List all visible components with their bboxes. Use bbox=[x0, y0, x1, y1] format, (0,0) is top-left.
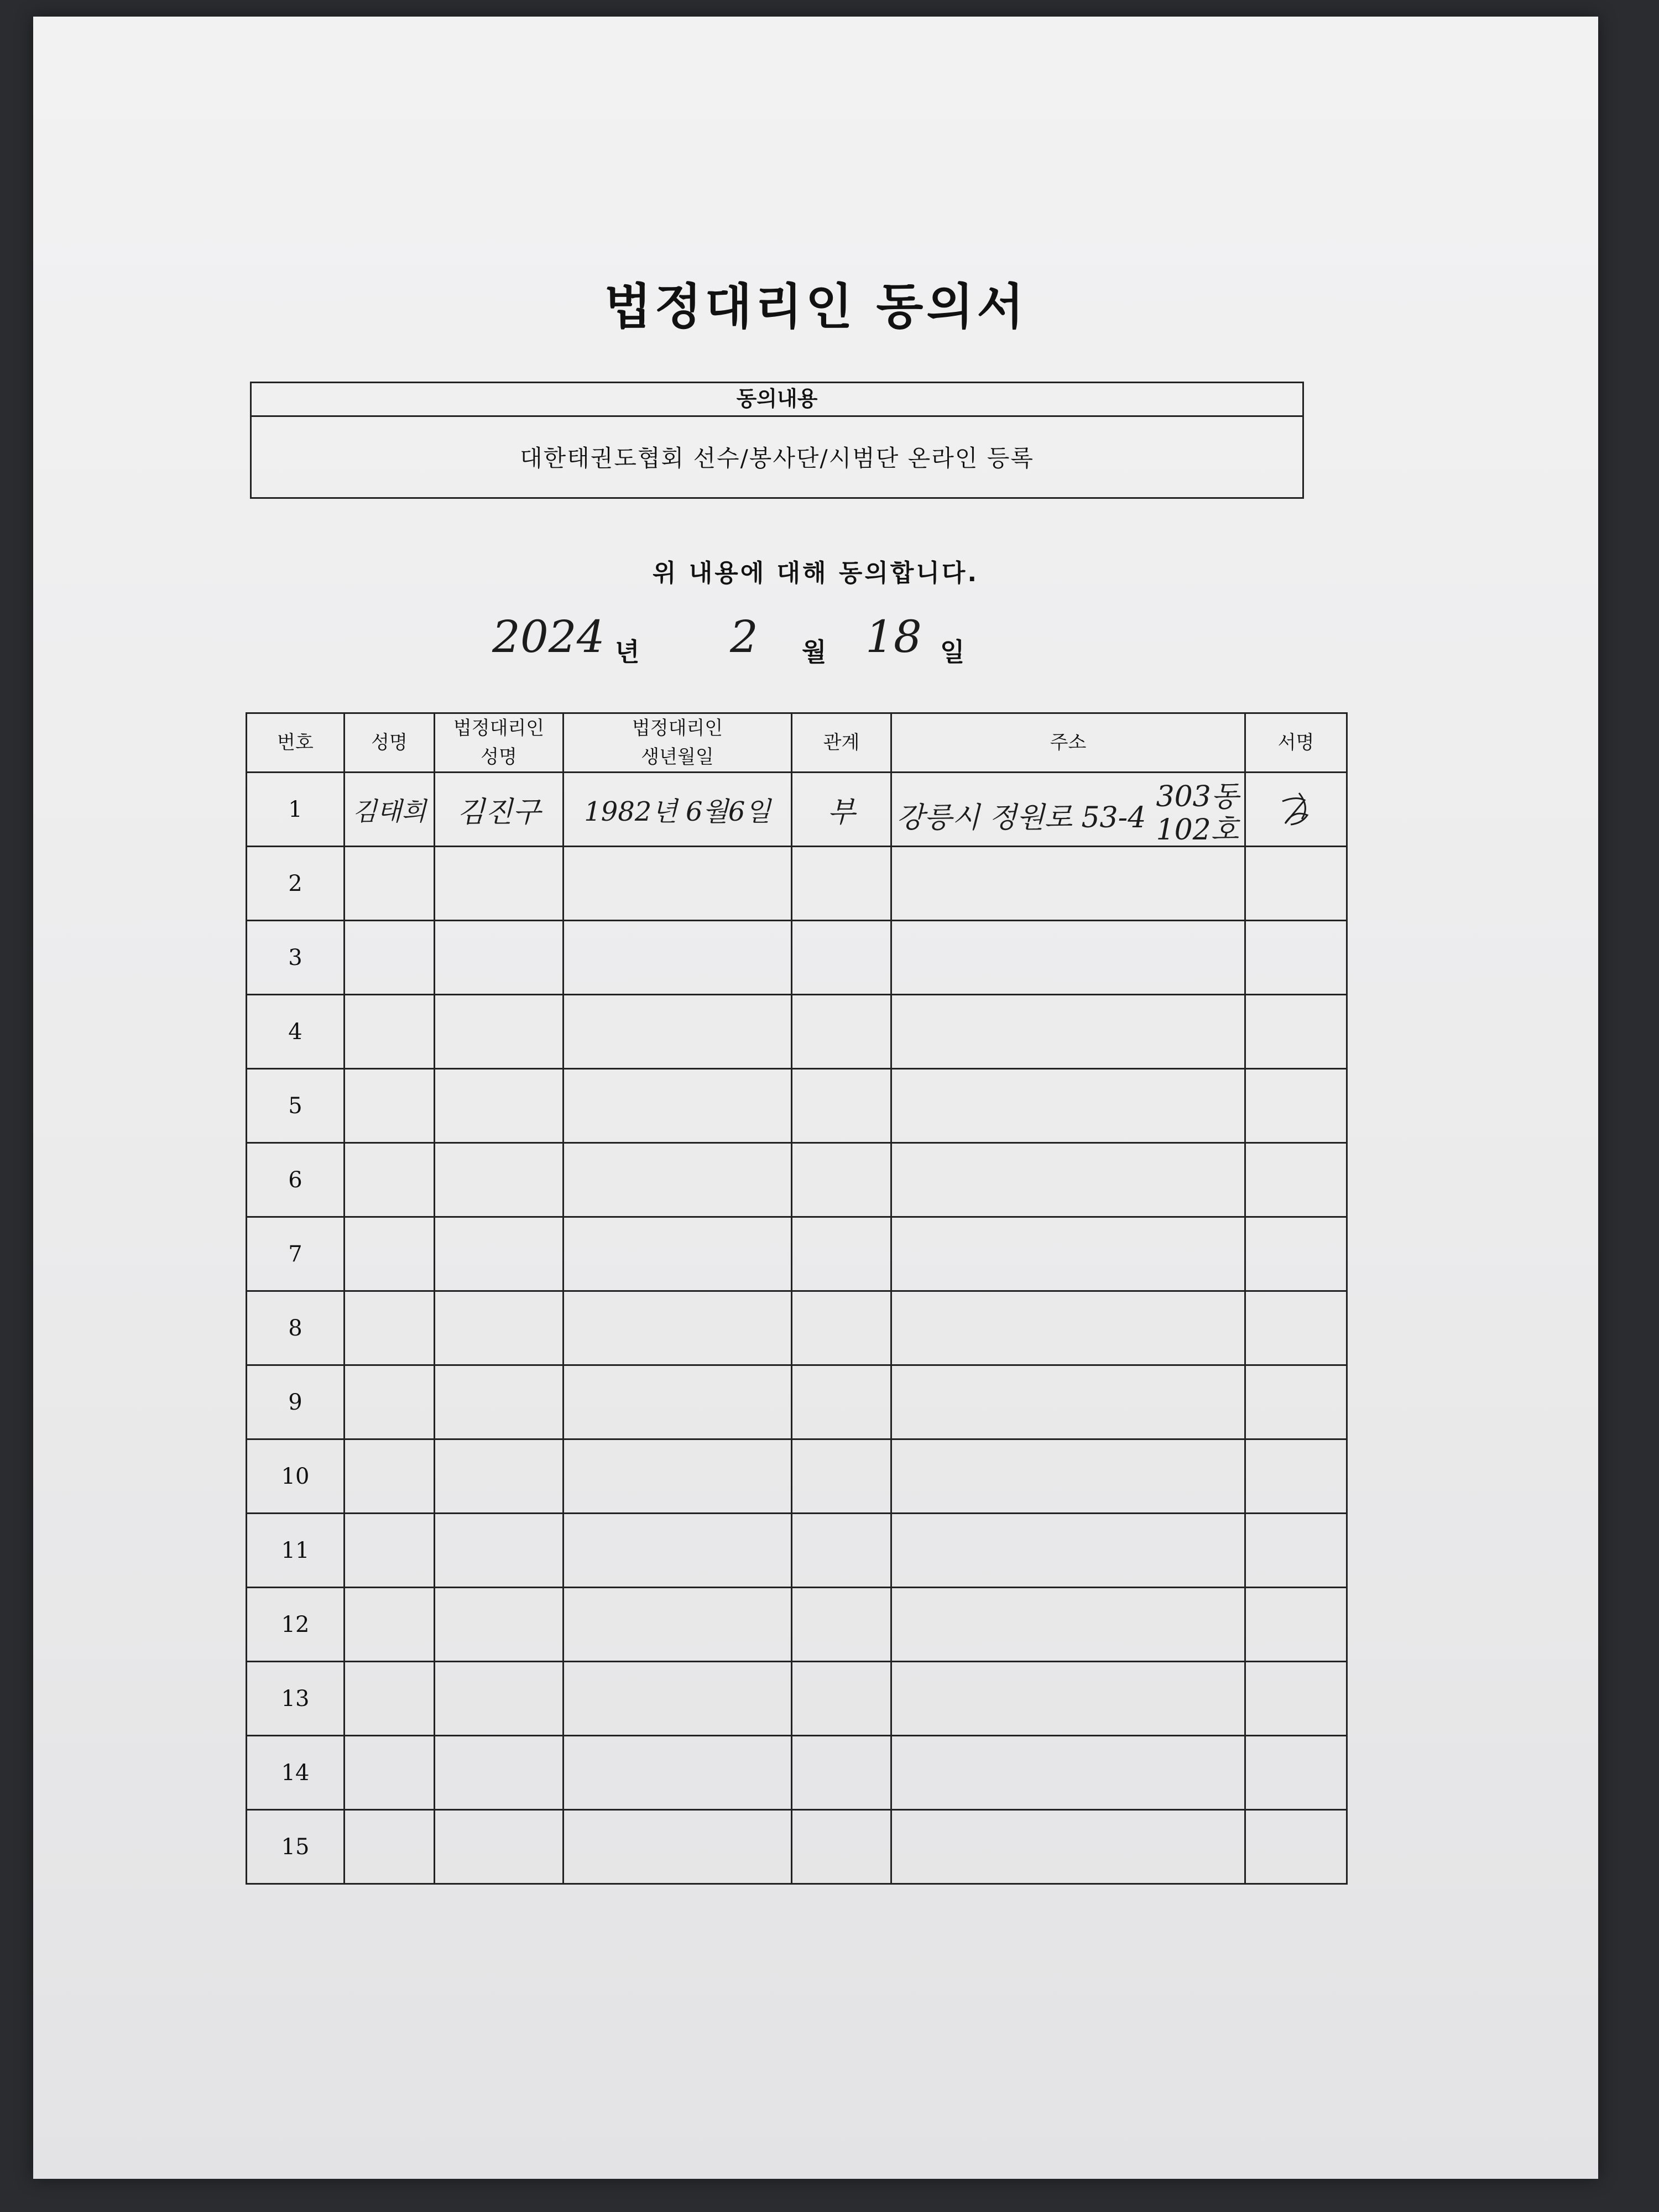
row-signature bbox=[1245, 847, 1347, 921]
row-relation bbox=[792, 1588, 891, 1662]
row-guardian-name bbox=[435, 1143, 564, 1217]
row-number: 8 bbox=[247, 1291, 345, 1365]
row-guardian-name bbox=[435, 1217, 564, 1291]
row-relation-text: 부 bbox=[827, 796, 855, 829]
row-address-text: 강릉시 정원로 53-4 bbox=[896, 801, 1146, 834]
row-name bbox=[345, 1439, 435, 1514]
guardian-table bbox=[246, 712, 1348, 1885]
row-signature bbox=[1245, 1439, 1347, 1514]
table-row bbox=[247, 1069, 1347, 1143]
header-relation: 관계 bbox=[792, 713, 891, 773]
row-guardian-birth bbox=[564, 1736, 792, 1810]
row-relation bbox=[792, 1365, 891, 1439]
table-row bbox=[247, 847, 1347, 921]
row-guardian-name bbox=[435, 1736, 564, 1810]
row-name bbox=[345, 1291, 435, 1365]
row-guardian-name bbox=[435, 921, 564, 995]
table-row bbox=[247, 1365, 1347, 1439]
document-title: 법정대리인 동의서 bbox=[604, 278, 1027, 335]
table-row bbox=[247, 1662, 1347, 1736]
row-name bbox=[345, 1588, 435, 1662]
row-address-wrap bbox=[892, 773, 1244, 846]
row-name bbox=[345, 1365, 435, 1439]
row-address bbox=[891, 1291, 1245, 1365]
row-signature bbox=[1245, 995, 1347, 1069]
row-relation bbox=[792, 1217, 891, 1291]
row-address bbox=[891, 1069, 1245, 1143]
row-guardian-birth bbox=[564, 1217, 792, 1291]
table-row bbox=[247, 1736, 1347, 1810]
row-relation bbox=[792, 1143, 891, 1217]
row-guardian-name-text: 김진구 bbox=[457, 796, 541, 829]
date-line bbox=[492, 611, 1156, 672]
date-day: 18 bbox=[865, 611, 922, 662]
row-name bbox=[345, 1217, 435, 1291]
row-name bbox=[345, 921, 435, 995]
row-address bbox=[891, 1810, 1245, 1884]
row-guardian-birth bbox=[564, 1291, 792, 1365]
table-row bbox=[247, 995, 1347, 1069]
row-signature bbox=[1245, 921, 1347, 995]
row-number: 12 bbox=[247, 1588, 345, 1662]
row-name bbox=[345, 1514, 435, 1588]
row-number: 6 bbox=[247, 1143, 345, 1217]
row-number: 9 bbox=[247, 1365, 345, 1439]
row-relation bbox=[792, 773, 891, 847]
header-name: 성명 bbox=[345, 713, 435, 773]
agreement-statement: 위 내용에 대해 동의합니다. bbox=[652, 559, 979, 587]
row-guardian-birth bbox=[564, 1514, 792, 1588]
row-number: 11 bbox=[247, 1514, 345, 1588]
row-address bbox=[891, 1514, 1245, 1588]
row-relation bbox=[792, 1662, 891, 1736]
row-guardian-birth bbox=[564, 995, 792, 1069]
row-guardian-name bbox=[435, 773, 564, 847]
row-number: 14 bbox=[247, 1736, 345, 1810]
consent-form-paper bbox=[33, 17, 1598, 2179]
row-relation bbox=[792, 921, 891, 995]
row-address bbox=[891, 847, 1245, 921]
row-signature bbox=[1245, 1514, 1347, 1588]
date-day-unit: 일 bbox=[940, 637, 965, 667]
handwritten-signature-icon bbox=[1271, 785, 1321, 834]
table-row bbox=[247, 773, 1347, 847]
row-relation bbox=[792, 847, 891, 921]
row-guardian-name bbox=[435, 1588, 564, 1662]
row-number: 1 bbox=[247, 773, 345, 847]
row-address-unit-bottom: 102호 bbox=[1156, 813, 1239, 847]
row-number: 5 bbox=[247, 1069, 345, 1143]
row-name bbox=[345, 847, 435, 921]
date-month: 2 bbox=[730, 611, 758, 662]
header-guardian-name: 법정대리인 성명 bbox=[435, 713, 564, 773]
row-address bbox=[891, 773, 1245, 847]
row-guardian-birth bbox=[564, 1069, 792, 1143]
table-row bbox=[247, 1514, 1347, 1588]
row-name-text: 김태희 bbox=[352, 796, 426, 826]
row-signature bbox=[1245, 1069, 1347, 1143]
row-signature bbox=[1245, 1810, 1347, 1884]
row-number: 4 bbox=[247, 995, 345, 1069]
row-guardian-birth bbox=[564, 921, 792, 995]
row-signature bbox=[1245, 1217, 1347, 1291]
header-signature: 서명 bbox=[1245, 713, 1347, 773]
row-relation bbox=[792, 1514, 891, 1588]
header-guardian-birth: 법정대리인 생년월일 bbox=[564, 713, 792, 773]
row-signature bbox=[1245, 1588, 1347, 1662]
table-row bbox=[247, 921, 1347, 995]
table-body bbox=[247, 773, 1347, 1884]
row-name bbox=[345, 1069, 435, 1143]
table-row bbox=[247, 1217, 1347, 1291]
row-address-unit-top: 303동 bbox=[1156, 780, 1239, 813]
consent-header: 동의내용 bbox=[252, 383, 1302, 417]
row-guardian-birth bbox=[564, 1662, 792, 1736]
row-guardian-birth bbox=[564, 1588, 792, 1662]
row-relation bbox=[792, 1736, 891, 1810]
header-address: 주소 bbox=[891, 713, 1245, 773]
row-address bbox=[891, 1588, 1245, 1662]
row-name bbox=[345, 773, 435, 847]
row-guardian-birth bbox=[564, 1439, 792, 1514]
row-relation bbox=[792, 1810, 891, 1884]
row-signature bbox=[1245, 1291, 1347, 1365]
row-name bbox=[345, 1736, 435, 1810]
row-signature bbox=[1245, 1736, 1347, 1810]
consent-body: 대한태권도협회 선수/봉사단/시범단 온라인 등록 bbox=[520, 445, 1034, 472]
row-signature bbox=[1245, 1143, 1347, 1217]
row-signature bbox=[1245, 773, 1347, 847]
row-address bbox=[891, 995, 1245, 1069]
row-number: 7 bbox=[247, 1217, 345, 1291]
row-number: 2 bbox=[247, 847, 345, 921]
row-address bbox=[891, 1736, 1245, 1810]
date-month-unit: 월 bbox=[802, 637, 827, 667]
row-name bbox=[345, 995, 435, 1069]
row-guardian-birth bbox=[564, 1810, 792, 1884]
row-number: 3 bbox=[247, 921, 345, 995]
table-row bbox=[247, 1810, 1347, 1884]
row-guardian-name bbox=[435, 1810, 564, 1884]
row-name bbox=[345, 1810, 435, 1884]
row-relation bbox=[792, 995, 891, 1069]
row-guardian-name bbox=[435, 1365, 564, 1439]
table-header-row bbox=[247, 713, 1347, 773]
row-guardian-name bbox=[435, 1439, 564, 1514]
header-no: 번호 bbox=[247, 713, 345, 773]
row-name bbox=[345, 1662, 435, 1736]
row-address bbox=[891, 1143, 1245, 1217]
row-relation bbox=[792, 1069, 891, 1143]
row-guardian-birth bbox=[564, 847, 792, 921]
table-row bbox=[247, 1291, 1347, 1365]
row-name bbox=[345, 1143, 435, 1217]
row-address bbox=[891, 921, 1245, 995]
row-guardian-name bbox=[435, 847, 564, 921]
row-guardian-name bbox=[435, 1291, 564, 1365]
date-year: 2024 bbox=[492, 611, 605, 662]
row-address bbox=[891, 1365, 1245, 1439]
row-number: 15 bbox=[247, 1810, 345, 1884]
row-guardian-birth bbox=[564, 1365, 792, 1439]
row-signature bbox=[1245, 1662, 1347, 1736]
row-number: 10 bbox=[247, 1439, 345, 1514]
row-guardian-name bbox=[435, 1069, 564, 1143]
row-guardian-name bbox=[435, 1662, 564, 1736]
row-address bbox=[891, 1439, 1245, 1514]
row-number: 13 bbox=[247, 1662, 345, 1736]
row-guardian-name bbox=[435, 1514, 564, 1588]
table-row bbox=[247, 1439, 1347, 1514]
row-guardian-birth-text: 1982년 6월6일 bbox=[584, 796, 771, 827]
consent-content-box bbox=[250, 382, 1304, 499]
row-address bbox=[891, 1662, 1245, 1736]
row-address bbox=[891, 1217, 1245, 1291]
row-guardian-birth bbox=[564, 773, 792, 847]
row-relation bbox=[792, 1439, 891, 1514]
table-row bbox=[247, 1143, 1347, 1217]
row-signature bbox=[1245, 1365, 1347, 1439]
date-year-unit: 년 bbox=[615, 637, 640, 667]
table-row bbox=[247, 1588, 1347, 1662]
row-relation bbox=[792, 1291, 891, 1365]
row-guardian-name bbox=[435, 995, 564, 1069]
row-guardian-birth bbox=[564, 1143, 792, 1217]
